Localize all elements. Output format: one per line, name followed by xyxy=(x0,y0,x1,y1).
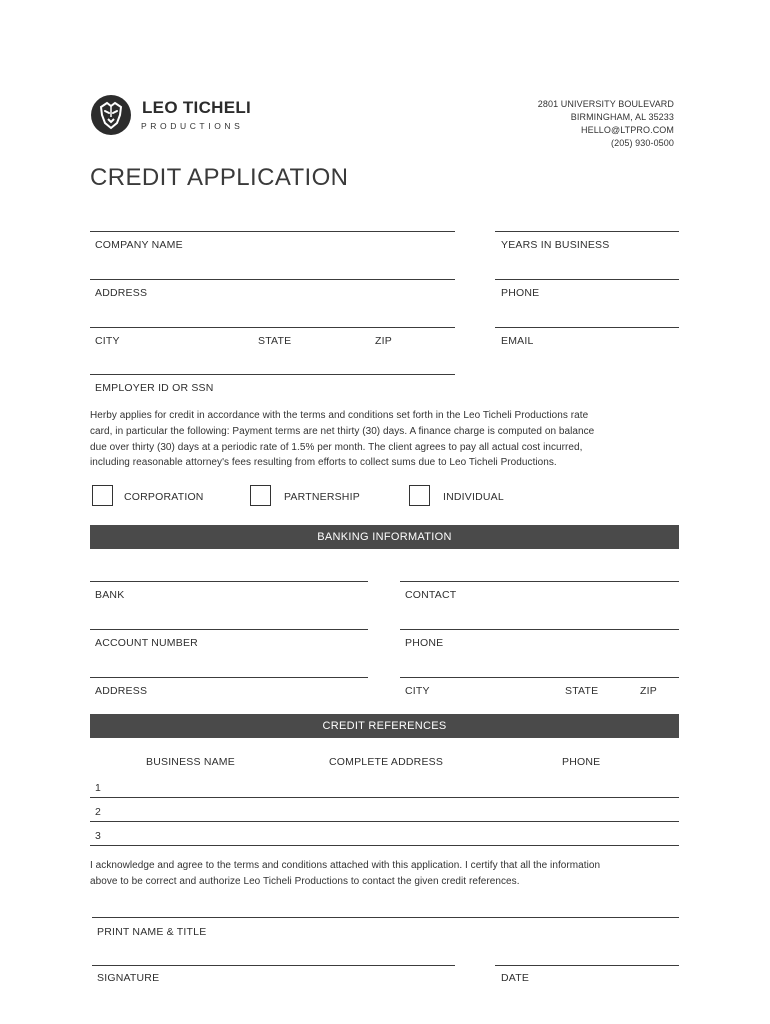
acknowledgement-paragraph xyxy=(90,858,680,890)
bank-phone-label: PHONE xyxy=(405,637,444,649)
company-name-field[interactable] xyxy=(90,231,455,232)
reference-row-2-field[interactable] xyxy=(90,821,679,822)
address-label: ADDRESS xyxy=(95,287,148,299)
company-name-label: COMPANY NAME xyxy=(95,239,183,251)
address-field[interactable] xyxy=(90,279,455,280)
contact-label: CONTACT xyxy=(405,589,457,601)
company-subtitle: PRODUCTIONS xyxy=(141,121,244,131)
company-address-line1: 2801 UNIVERSITY BOULEVARD xyxy=(537,99,674,109)
signature-field[interactable] xyxy=(92,965,455,966)
terms-paragraph xyxy=(90,408,680,471)
bank-state-label: STATE xyxy=(565,685,599,697)
years-in-business-label: YEARS IN BUSINESS xyxy=(501,239,610,251)
account-number-field[interactable] xyxy=(90,629,368,630)
date-label: DATE xyxy=(501,972,530,984)
terms-line: card, in particular the following: Payment terms are net thirty (30) days. A finance charge is computed on balance xyxy=(90,425,595,437)
company-phone: (205) 930-0500 xyxy=(611,138,674,148)
reference-row-1-field[interactable] xyxy=(90,797,679,798)
bank-city-label: CITY xyxy=(405,685,430,697)
partnership-checkbox[interactable] xyxy=(250,485,271,506)
credit-references-header: CREDIT REFERENCES xyxy=(90,714,679,738)
employer-id-label: EMPLOYER ID OR SSN xyxy=(95,382,214,394)
print-name-label: PRINT NAME & TITLE xyxy=(97,926,207,938)
company-logo xyxy=(90,93,132,137)
individual-label: INDIVIDUAL xyxy=(443,491,504,503)
bank-city-state-zip-field[interactable] xyxy=(400,677,679,678)
banking-section-header: BANKING INFORMATION xyxy=(90,525,679,549)
state-label: STATE xyxy=(258,335,292,347)
signature-label: SIGNATURE xyxy=(97,972,160,984)
reference-row-number: 1 xyxy=(95,782,102,794)
bank-field[interactable] xyxy=(90,581,368,582)
terms-line: including reasonable attorney's fees resulting from efforts to collect sums due to Leo Ticheli Productions. xyxy=(90,457,557,469)
years-in-business-field[interactable] xyxy=(495,231,679,232)
phone-label: PHONE xyxy=(501,287,540,299)
company-address-line2: BIRMINGHAM, AL 35233 xyxy=(570,112,674,122)
acknowledgement-line: above to be correct and authorize Leo Ticheli Productions to contact the given credit references. xyxy=(90,875,520,887)
complete-address-column-header: COMPLETE ADDRESS xyxy=(329,756,444,768)
phone-column-header: PHONE xyxy=(562,756,601,768)
corporation-checkbox[interactable] xyxy=(92,485,113,506)
corporation-label: CORPORATION xyxy=(124,491,204,503)
terms-line: Herby applies for credit in accordance with the terms and conditions set forth in the Leo Ticheli Productions rate xyxy=(90,410,589,421)
date-field[interactable] xyxy=(495,965,679,966)
zip-label: ZIP xyxy=(375,335,392,347)
company-email: HELLO@LTPRO.COM xyxy=(581,125,674,135)
phone-field[interactable] xyxy=(495,279,679,280)
lion-head-icon xyxy=(90,93,132,137)
page-title: CREDIT APPLICATION xyxy=(90,164,349,191)
print-name-field[interactable] xyxy=(92,917,679,918)
bank-address-field[interactable] xyxy=(90,677,368,678)
terms-line: due over thirty (30) days at a periodic rate of 1.5% per month. The client agrees to pay all actual cost incurred, xyxy=(90,441,583,453)
reference-row-number: 2 xyxy=(95,806,102,818)
partnership-label: PARTNERSHIP xyxy=(284,491,360,503)
employer-id-field[interactable] xyxy=(90,374,455,375)
acknowledgement-line: I acknowledge and agree to the terms and conditions attached with this application. I certify that all the information xyxy=(90,860,601,871)
bank-address-label: ADDRESS xyxy=(95,685,148,697)
city-label: CITY xyxy=(95,335,120,347)
account-number-label: ACCOUNT NUMBER xyxy=(95,637,198,649)
business-name-column-header: BUSINESS NAME xyxy=(146,756,235,768)
company-name: LEO TICHELI xyxy=(142,98,252,117)
individual-checkbox[interactable] xyxy=(409,485,430,506)
email-label: EMAIL xyxy=(501,335,534,347)
email-field[interactable] xyxy=(495,327,679,328)
contact-field[interactable] xyxy=(400,581,679,582)
bank-phone-field[interactable] xyxy=(400,629,679,630)
city-state-zip-field[interactable] xyxy=(90,327,455,328)
bank-zip-label: ZIP xyxy=(640,685,657,697)
reference-row-3-field[interactable] xyxy=(90,845,679,846)
reference-row-number: 3 xyxy=(95,830,102,842)
bank-label: BANK xyxy=(95,589,125,601)
